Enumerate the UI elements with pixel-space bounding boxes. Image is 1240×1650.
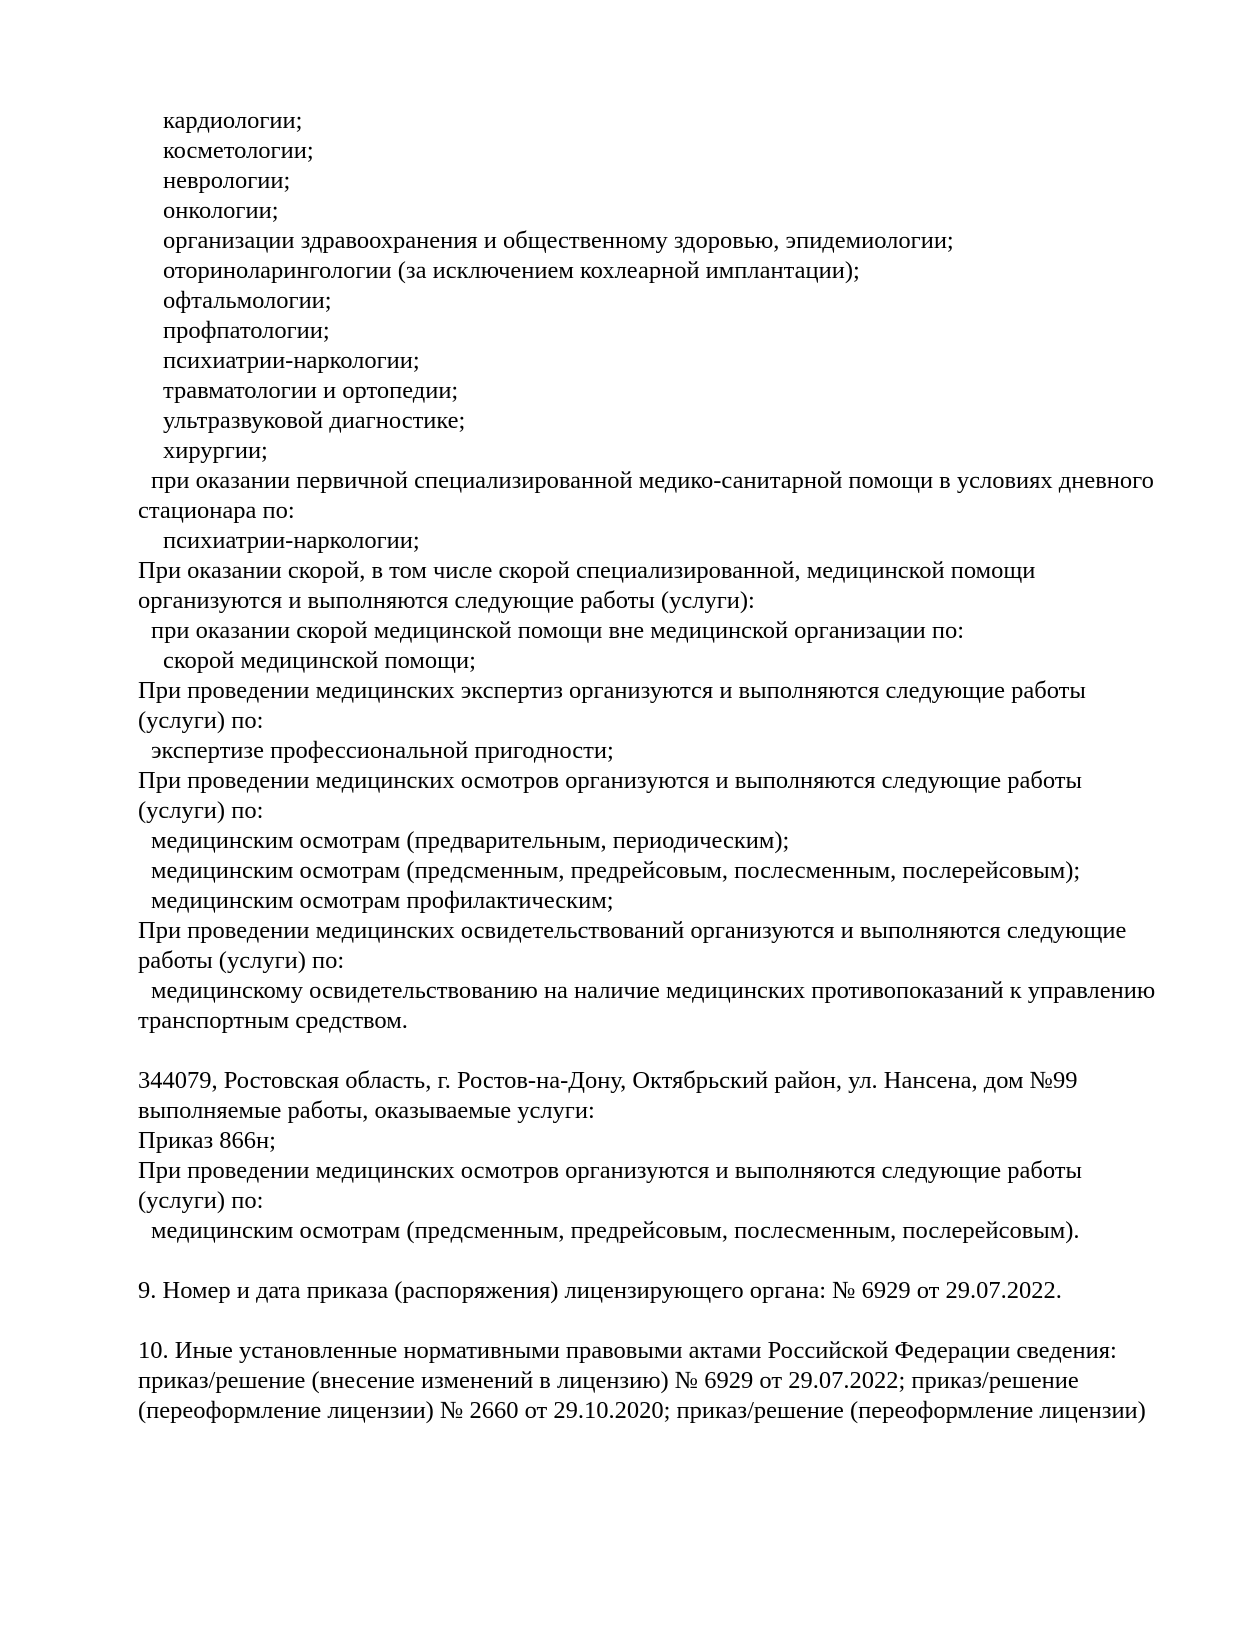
text-line: при оказании скорой медицинской помощи вне медицинской организации по: (151, 617, 965, 644)
document-body (138, 106, 1220, 1426)
text-line: неврологии; (163, 167, 291, 194)
text-line: профпатологии; (163, 317, 330, 344)
text-line: При проведении медицинских экспертиз организуются и выполняются следующие работы (138, 677, 1086, 704)
text-line: (переоформление лицензии) № 2660 от 29.10.2020; приказ/решение (переоформление лицензии) (138, 1397, 1146, 1424)
blank-line (138, 1036, 1220, 1066)
text-line: При проведении медицинских освидетельствований организуются и выполняются следующие (138, 917, 1127, 944)
text-line: медицинским осмотрам (предсменным, предрейсовым, послесменным, послерейсовым). (151, 1217, 1080, 1244)
text-line: 344079, Ростовская область, г. Ростов-на-Дону, Октябрьский район, ул. Нансена, дом №99 (138, 1067, 1078, 1094)
text-line: психиатрии-наркологии; (163, 347, 420, 374)
text-line: ультразвуковой диагностике; (163, 407, 466, 434)
text-line: выполняемые работы, оказываемые услуги: (138, 1097, 595, 1124)
blank-line (138, 1306, 1220, 1336)
text-line: хирургии; (163, 437, 268, 464)
text-line: (услуги) по: (138, 707, 264, 734)
text-line: транспортным средством. (138, 1007, 408, 1034)
text-line: 9. Номер и дата приказа (распоряжения) лицензирующего органа: № 6929 от 29.07.2022. (138, 1277, 1062, 1304)
text-line: организации здравоохранения и общественному здоровью, эпидемиологии; (163, 227, 954, 254)
text-line: экспертизе профессиональной пригодности; (151, 737, 614, 764)
text-line: оториноларингологии (за исключением кохлеарной имплантации); (163, 257, 860, 284)
text-line: косметологии; (163, 137, 314, 164)
text-line: медицинским осмотрам (предсменным, предрейсовым, послесменным, послерейсовым); (151, 857, 1081, 884)
text-line: приказ/решение (внесение изменений в лицензию) № 6929 от 29.07.2022; приказ/решение (138, 1367, 1079, 1394)
text-line: медицинскому освидетельствованию на наличие медицинских противопоказаний к управлению (151, 977, 1156, 1004)
text-line: работы (услуги) по: (138, 947, 345, 974)
text-line: Приказ 866н; (138, 1127, 276, 1154)
text-line: кардиологии; (163, 107, 303, 134)
text-line: (услуги) по: (138, 797, 264, 824)
text-line: травматологии и ортопедии; (163, 377, 459, 404)
text-line: скорой медицинской помощи; (163, 647, 476, 674)
text-line: При проведении медицинских осмотров организуются и выполняются следующие работы (138, 767, 1082, 794)
text-line: При оказании скорой, в том числе скорой специализированной, медицинской помощи (138, 557, 1036, 584)
text-line: офтальмологии; (163, 287, 332, 314)
text-line: стационара по: (138, 497, 295, 524)
text-line: 10. Иные установленные нормативными правовыми актами Российской Федерации сведения: (138, 1337, 1117, 1364)
blank-line (138, 1246, 1220, 1276)
text-line: (услуги) по: (138, 1187, 264, 1214)
text-line: медицинским осмотрам профилактическим; (151, 887, 614, 914)
text-line: медицинским осмотрам (предварительным, периодическим); (151, 827, 790, 854)
text-line: при оказании первичной специализированной медико-санитарной помощи в условиях дневного (151, 467, 1154, 494)
text-line: При проведении медицинских осмотров организуются и выполняются следующие работы (138, 1157, 1082, 1184)
text-line: психиатрии-наркологии; (163, 527, 420, 554)
text-line: организуются и выполняются следующие работы (услуги): (138, 587, 755, 614)
text-line: онкологии; (163, 197, 279, 224)
